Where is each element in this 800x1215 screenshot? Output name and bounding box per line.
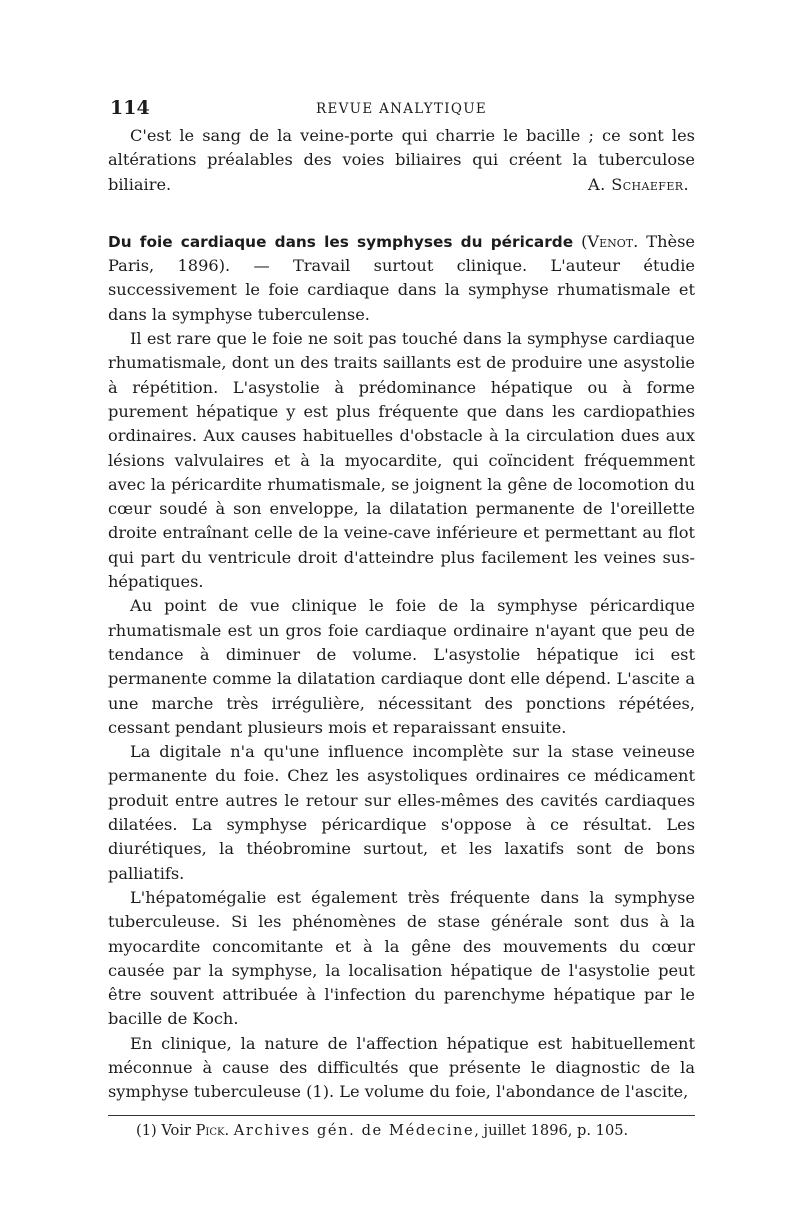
article-author: Venot [587, 231, 634, 251]
article-paragraph-3: La digitale n'a qu'une influence incomplète sur la stase veineuse permanente du foie. Chez les asystoliques ordinaires ce médicament produit entre autres le retour sur elles-mêmes des cavités cardiaques dilatées. La symphyse péricardique s'oppose à ce résultat. Les diurétiques, la théobromine surtout, et les laxatifs sont de bons palliatifs. [108, 742, 695, 883]
footnote-divider [108, 1115, 695, 1116]
page-number: 114 [110, 97, 150, 119]
footnote-marker: (1) [136, 1121, 157, 1139]
article-paragraph-1: Il est rare que le foie ne soit pas touché dans la symphyse cardiaque rhumatismale, dont un des traits saillants est de produire une asystolie à répétition. L'asystolie à prédominance hépatique ou à forme purement hépatique y est plus fréquente que dans les cardiopathies ordinaires. Aux causes habituelles d'obstacle à la circulation dues aux lésions valvulaires et à la myocardite, qui coïncident fréquemment avec la péricardite rhumatismale, se joignent la gêne de locomotion du cœur soudé à son enveloppe, la dilatation permanente de l'oreillette droite entraînant celle de la veine-cave inférieure et permettant au flot qui part du ventricule droit d'atteindre plus facilement les veines sus-hépatiques. [108, 329, 695, 592]
footnote-details: , juillet 1896, p. 105. [474, 1121, 629, 1139]
article [108, 230, 695, 1105]
article-paragraph-2: Au point de vue clinique le foie de la symphyse péricardique rhumatismale est un gros foie cardiaque ordinaire n'ayant que peu de tendance à diminuer de volume. L'asystolie hépatique ici est permanente comme la dilatation cardiaque dont elle dépend. L'ascite a une marche très irrégulière, nécessitant des ponctions répétées, cessant pendant plusieurs mois et reparaissant ensuite. [108, 596, 695, 737]
intro-signature: A. Schaefer. [588, 174, 689, 194]
article-citation: . Thèse Paris, 1896). — Travail surtout clinique. L'auteur étudie successivement le foie cardiaque dans la symphyse rhumatismale et dans la symphyse tuberculense. [108, 231, 695, 324]
footnote-journal: Archives gén. de Médecine [233, 1121, 475, 1139]
footnote-author: Pick [195, 1121, 225, 1139]
footnote: (1) Voir Pick. Archives gén. de Médecine, juillet 1896, p. 105. [136, 1121, 629, 1139]
article-paragraph-4: L'hépatomégalie est également très fréquente dans la symphyse tuberculeuse. Si les phénomènes de stase générale sont dus à la myocardite concomitante et à la gêne des mouvements du cœur causée par la symphyse, la localisation hépatique de l'asystolie peut être souvent attribuée à l'infection du parenchyme hépatique par le bacille de Koch. [108, 887, 695, 1029]
article-lead-paragraph: Du foie cardiaque dans les symphyses du péricarde (Venot. Thèse Paris, 1896). — Travail surtout clinique. L'auteur étudie successivement le foie cardiaque dans la symphyse rhumatismale et dans la symphyse tuberculense. [108, 231, 695, 324]
book-page [108, 96, 695, 1142]
intro-paragraph: C'est le sang de la veine-porte qui charrie le bacille ; ce sont les altérations préalables des voies biliaires qui créent la tuberculose biliaire. [108, 126, 695, 194]
running-title: REVUE ANALYTIQUE [316, 101, 488, 117]
article-paragraph-5: En clinique, la nature de l'affection hépatique est habituellement méconnue à cause des difficultés que présente le diagnostic de la symphyse tuberculeuse (1). Le volume du foie, l'abondance de l'ascite, [108, 1033, 695, 1102]
footnote-prefix: Voir [161, 1121, 191, 1139]
page-header [108, 96, 695, 120]
article-title: Du foie cardiaque dans les symphyses du péricarde [108, 232, 574, 251]
